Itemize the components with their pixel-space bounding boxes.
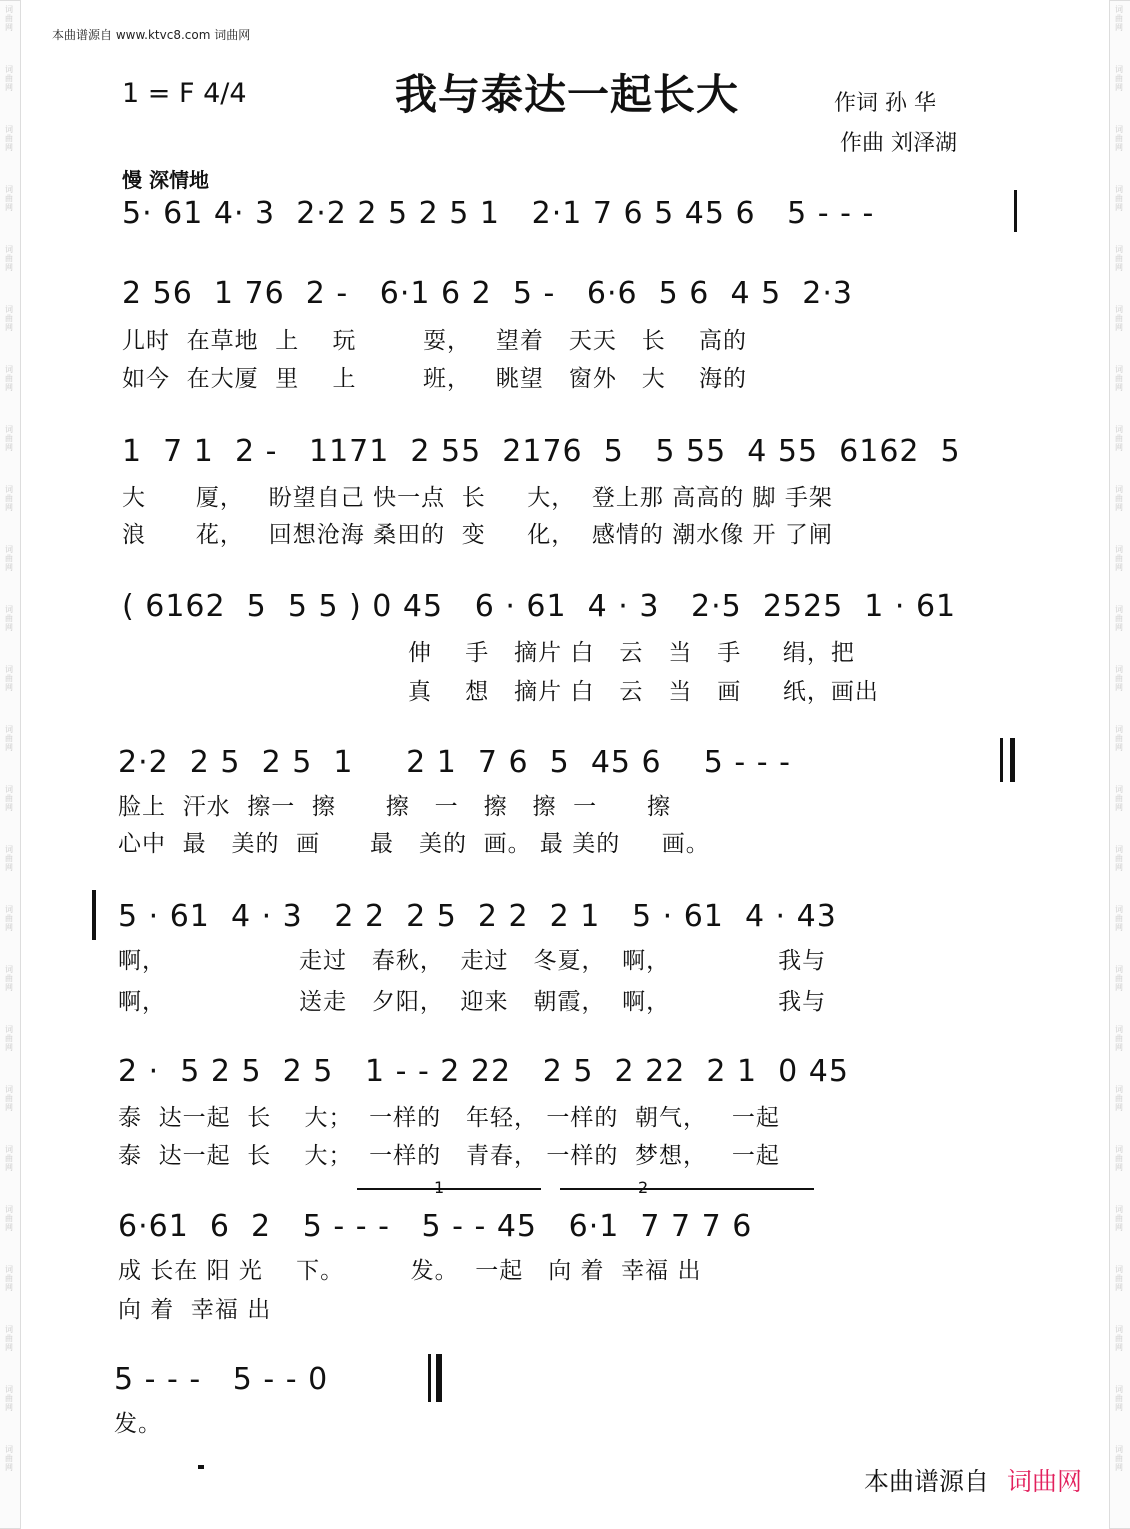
score-line-3-lyrics-1: 大 厦， 盼望自己 快一点 长 大， 登上那 高高的 脚 手架 — [122, 485, 833, 511]
side-watermark-text: 词 曲 网 — [5, 725, 13, 752]
score-line-2-lyrics-2: 如今 在大厦 里 上 班， 眺望 窗外 大 海的 — [122, 366, 748, 392]
first-ending-bracket — [357, 1188, 541, 1190]
score-line-4-lyrics-2: 真 想 摘片 白 云 当 画 纸，画出 — [408, 679, 879, 705]
score-line-5-notes: 2·2 2 5 2 5 1 2 1 7 6 5 45 6 5 - - - — [118, 745, 791, 780]
composer-credit: 作曲 刘泽湖 — [840, 131, 957, 156]
side-watermark-text: 词 曲 网 — [1115, 1205, 1123, 1232]
score-line-4-lyrics-1: 伸 手 摘片 白 云 当 手 绢，把 — [408, 640, 855, 666]
lyricist-credit: 作词 孙 华 — [834, 91, 936, 116]
side-watermark-text: 词 曲 网 — [5, 665, 13, 692]
side-watermark-text: 词 曲 网 — [5, 365, 13, 392]
score-line-5-lyrics-2: 心中 最 美的 画 最 美的 画。 最 美的 画。 — [118, 831, 710, 857]
key-signature: 1 = F 4/4 — [122, 78, 247, 109]
side-watermark-text: 词 曲 网 — [5, 1445, 13, 1472]
score-line-2-notes: 2 56 1 76 2 - 6·1 6 2 5 - 6·6 5 6 4 5 2·3 — [122, 276, 853, 311]
score-line-9-lyrics-1: 发。 — [114, 1411, 162, 1437]
score-line-6-lyrics-1: 啊， 走过 春秋， 走过 冬夏， 啊， 我与 — [118, 948, 827, 974]
side-watermark-text: 词 曲 网 — [5, 5, 13, 32]
side-watermark-text: 词 曲 网 — [1115, 365, 1123, 392]
side-watermark-text: 词 曲 网 — [5, 185, 13, 212]
final-barline-thick — [436, 1354, 442, 1402]
side-watermark-text: 词 曲 网 — [1115, 605, 1123, 632]
side-watermark-text: 词 曲 网 — [1115, 5, 1123, 32]
side-watermark-text: 词 曲 网 — [5, 245, 13, 272]
score-line-2-lyrics-1: 儿时 在草地 上 玩 耍， 望着 天天 长 高的 — [122, 328, 748, 354]
score-line-7-lyrics-2: 泰 达一起 长 大； 一样的 青春， 一样的 梦想， 一起 — [118, 1143, 780, 1169]
side-watermark-text: 词 曲 网 — [1115, 905, 1123, 932]
side-watermark-text: 词 曲 网 — [5, 785, 13, 812]
side-watermark-text: 词 曲 网 — [1115, 1265, 1123, 1292]
side-watermark-text: 词 曲 网 — [1115, 1325, 1123, 1352]
score-line-1-notes: 5· 61 4· 3 2·2 2 5 2 5 1 2·1 7 6 5 45 6 5 - - - — [122, 196, 875, 231]
side-watermark-text: 词 曲 网 — [5, 605, 13, 632]
side-watermark-text: 词 曲 网 — [5, 65, 13, 92]
song-title: 我与泰达一起长大 — [395, 70, 740, 119]
first-ending-number: 1 — [434, 1178, 445, 1197]
score-line-9-notes: 5 - - - 5 - - 0 — [114, 1362, 329, 1397]
second-ending-number: 2 — [638, 1178, 649, 1197]
score-line-8-lyrics-2: 向 着 幸福 出 — [118, 1297, 272, 1323]
side-watermark-text: 词 曲 网 — [1115, 65, 1123, 92]
stray-mark — [198, 1465, 204, 1469]
score-line-8-lyrics-1: 成 长在 阳 光 下。 发。 一起 向 着 幸福 出 — [118, 1258, 702, 1284]
side-watermark-text: 词 曲 网 — [5, 905, 13, 932]
score-line-4-notes: ( 6162 5 5 5 ) 0 45 6 · 61 4 · 3 2·5 2525 1 · 61 — [122, 589, 957, 624]
side-watermark-text: 词 曲 网 — [5, 1085, 13, 1112]
side-watermark-text: 词 曲 网 — [1115, 1385, 1123, 1412]
tempo-marking: 慢 深情地 — [122, 168, 209, 192]
side-watermark-text: 词 曲 网 — [1115, 1025, 1123, 1052]
side-watermark-text: 词 曲 网 — [1115, 965, 1123, 992]
side-watermark-text: 词 曲 网 — [5, 485, 13, 512]
repeat-start-barline — [92, 890, 96, 940]
score-line-7-lyrics-1: 泰 达一起 长 大； 一样的 年轻， 一样的 朝气， 一起 — [118, 1105, 780, 1131]
score-line-6-lyrics-2: 啊， 送走 夕阳， 迎来 朝霞， 啊， 我与 — [118, 989, 827, 1015]
side-watermark-text: 词 曲 网 — [5, 1025, 13, 1052]
right-watermark-strip — [1109, 0, 1130, 1529]
repeat-end-barline — [1000, 738, 1003, 782]
side-watermark-text: 词 曲 网 — [1115, 245, 1123, 272]
side-watermark-text: 词 曲 网 — [1115, 725, 1123, 752]
footer-watermark-site: 词曲网 — [1007, 1467, 1083, 1496]
side-watermark-text: 词 曲 网 — [5, 1385, 13, 1412]
side-watermark-text: 词 曲 网 — [1115, 1145, 1123, 1172]
second-ending-bracket — [560, 1188, 814, 1190]
final-barline-thin — [428, 1354, 431, 1402]
side-watermark-text: 词 曲 网 — [1115, 845, 1123, 872]
side-watermark-text: 词 曲 网 — [1115, 665, 1123, 692]
side-watermark-text: 词 曲 网 — [1115, 425, 1123, 452]
side-watermark-text: 词 曲 网 — [5, 965, 13, 992]
score-line-7-notes: 2 · 5 2 5 2 5 1 - - 2 22 2 5 2 22 2 1 0 45 — [118, 1054, 849, 1089]
side-watermark-text: 词 曲 网 — [5, 305, 13, 332]
side-watermark-text: 词 曲 网 — [5, 1205, 13, 1232]
side-watermark-text: 词 曲 网 — [1115, 185, 1123, 212]
side-watermark-text: 词 曲 网 — [1115, 785, 1123, 812]
score-line-6-notes: 5 · 61 4 · 3 2 2 2 5 2 2 2 1 5 · 61 4 · 43 — [118, 899, 837, 934]
side-watermark-text: 词 曲 网 — [1115, 545, 1123, 572]
side-watermark-text: 词 曲 网 — [5, 545, 13, 572]
top-watermark-note: 本曲谱源自 www.ktvc8.com 词曲网 — [52, 28, 251, 42]
repeat-end-thick-barline — [1010, 738, 1015, 782]
side-watermark-text: 词 曲 网 — [1115, 1445, 1123, 1472]
footer-watermark — [864, 1462, 1082, 1498]
side-watermark-text: 词 曲 网 — [5, 425, 13, 452]
side-watermark-text: 词 曲 网 — [5, 1145, 13, 1172]
side-watermark-text: 词 曲 网 — [5, 125, 13, 152]
side-watermark-text: 词 曲 网 — [1115, 1085, 1123, 1112]
side-watermark-text: 词 曲 网 — [1115, 485, 1123, 512]
left-watermark-strip — [0, 0, 21, 1529]
score-line-8-notes: 6·61 6 2 5 - - - 5 - - 45 6·1 7 7 7 6 — [118, 1209, 753, 1244]
side-watermark-text: 词 曲 网 — [5, 1325, 13, 1352]
score-line-3-lyrics-2: 浪 花， 回想沧海 桑田的 变 化， 感情的 潮水像 开 了闸 — [122, 522, 833, 548]
side-watermark-text: 词 曲 网 — [1115, 125, 1123, 152]
barline — [1014, 190, 1017, 232]
footer-watermark-label: 本曲谱源自 — [864, 1467, 990, 1496]
side-watermark-text: 词 曲 网 — [1115, 305, 1123, 332]
score-line-3-notes: 1 7 1 2 - 1171 2 55 2176 5 5 55 4 55 6162 5 — [122, 434, 961, 469]
side-watermark-text: 词 曲 网 — [5, 1265, 13, 1292]
side-watermark-text: 词 曲 网 — [5, 845, 13, 872]
score-line-5-lyrics-1: 脸上 汗水 擦一 擦 擦 一 擦 擦 一 擦 — [118, 794, 672, 820]
